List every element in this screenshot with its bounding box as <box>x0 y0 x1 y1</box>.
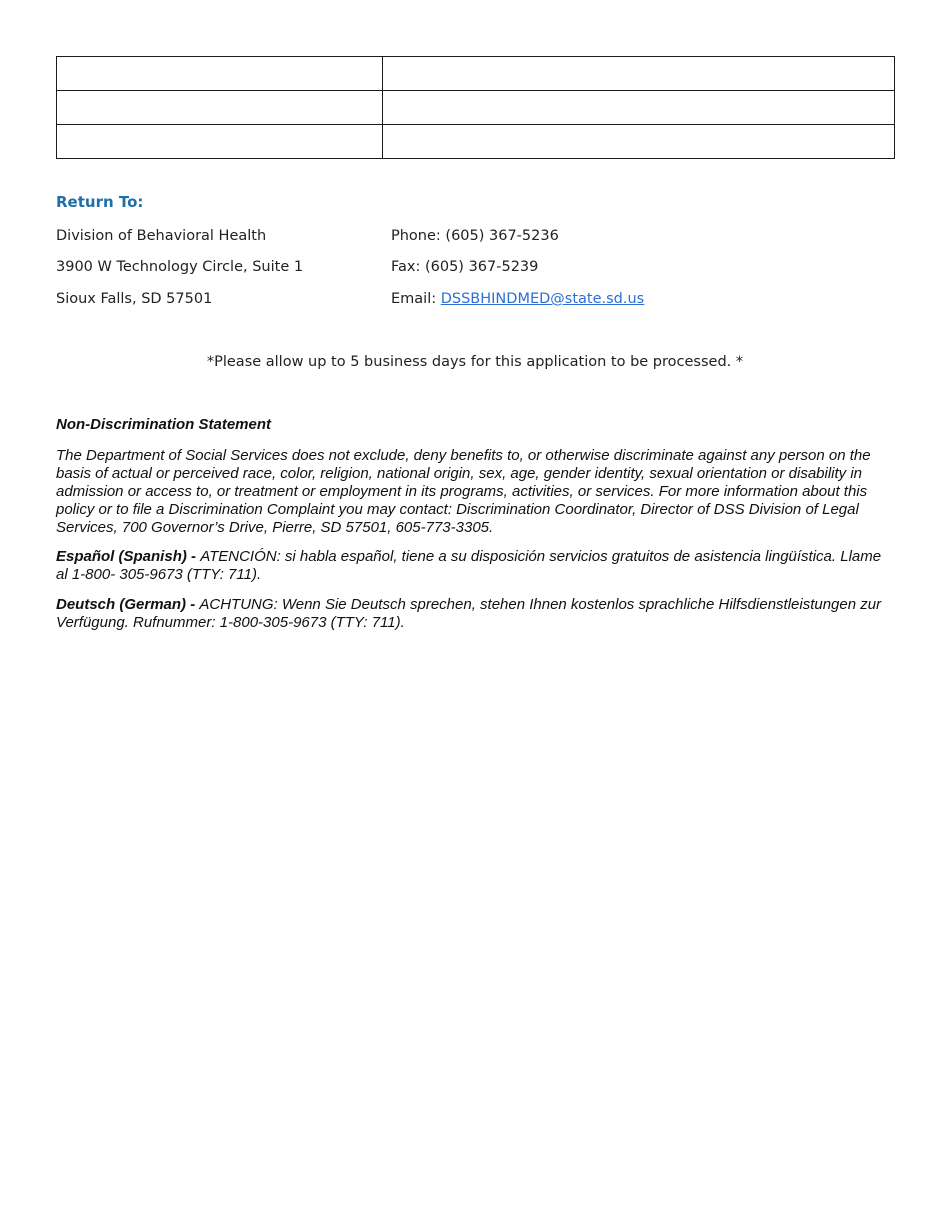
processing-note: *Please allow up to 5 business days for this application to be processed. * <box>206 354 744 370</box>
german-label: Deutsch (German) - <box>56 596 200 613</box>
address-division: Division of Behavioral Health <box>56 228 267 244</box>
spanish-label: Español (Spanish) - <box>56 548 201 565</box>
german-text: ACHTUNG: Wenn Sie Deutsch sprechen, stehen Ihnen kostenlos sprachliche Hilfsdienstleistungen zur Verfügung. Rufnummer: 1-800-305-9673 (TTY: 711). <box>56 596 882 631</box>
table-cell[interactable] <box>383 91 895 125</box>
email-label: Email: <box>391 291 441 307</box>
spanish-notice <box>56 548 896 584</box>
table-row <box>57 91 895 125</box>
non-discrimination-body: The Department of Social Services does not exclude, deny benefits to, or otherwise discriminate against any person on the basis of actual or perceived race, color, religion, national origin, sex, age, gender identity, sexual orientation or disability in admission or access to, or treatment or employment in its programs, activities, or services. For more information about this policy or to file a Discrimination Complaint you may contact: Discrimination Coordinator, Director of DSS Division of Legal Services, 700 Governor’s Drive, Pierre, SD 57501, 605-773-3305. <box>56 447 871 536</box>
table-row <box>57 125 895 159</box>
table-cell[interactable] <box>383 57 895 91</box>
non-discrimination-heading: Non-Discrimination Statement <box>56 416 272 433</box>
address-city: Sioux Falls, SD 57501 <box>56 291 213 307</box>
form-table <box>56 56 895 159</box>
german-notice <box>56 596 896 632</box>
email-link[interactable]: DSSBHINDMED@state.sd.us <box>440 291 645 307</box>
table-cell[interactable] <box>57 91 383 125</box>
table-cell[interactable] <box>383 125 895 159</box>
table-row <box>57 57 895 91</box>
email-line <box>391 291 644 307</box>
fax-number: Fax: (605) 367-5239 <box>391 259 539 275</box>
spanish-text: ATENCIÓN: si habla español, tiene a su disposición servicios gratuitos de asistencia lingüística. Llame al 1-800- 305-9673 (TTY: 711). <box>56 548 882 583</box>
table-cell[interactable] <box>57 125 383 159</box>
table-cell[interactable] <box>57 57 383 91</box>
return-to-heading: Return To: <box>56 193 144 211</box>
phone-number: Phone: (605) 367-5236 <box>391 228 559 244</box>
address-street: 3900 W Technology Circle, Suite 1 <box>56 259 304 275</box>
